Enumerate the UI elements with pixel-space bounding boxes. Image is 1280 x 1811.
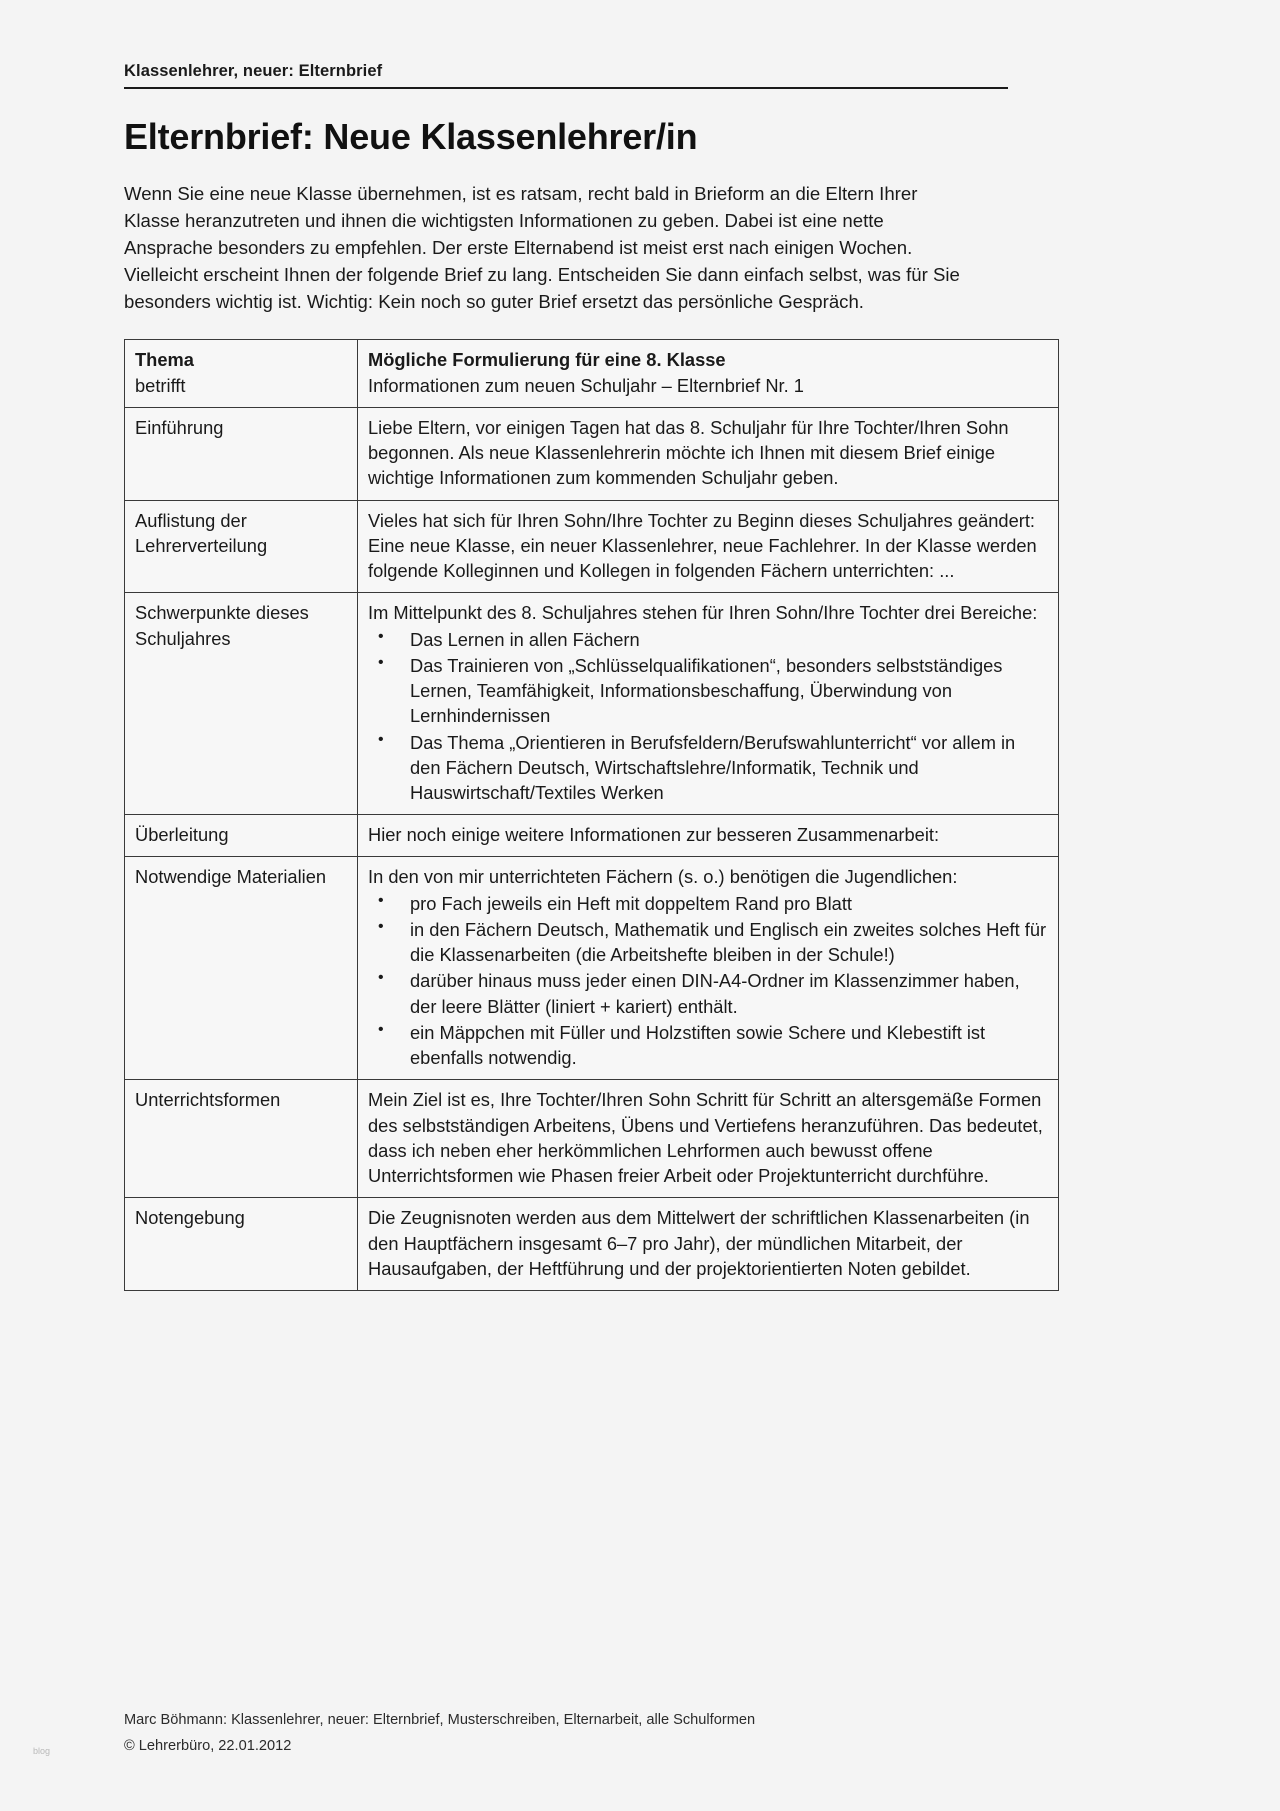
list-item: • Das Trainieren von „Schlüsselqualifikationen“, besonders selbstständiges Lernen, Teamfähigkeit, Informationsbeschaffung, Überwindung von Lernhindernissen bbox=[368, 653, 1048, 729]
row-topic: Schwerpunkte dieses Schuljahres bbox=[125, 593, 358, 815]
table-row bbox=[125, 1080, 1059, 1198]
row-content bbox=[358, 407, 1059, 500]
row-text: Mein Ziel ist es, Ihre Tochter/Ihren Sohn Schritt für Schritt an altersgemäße Formen des selbstständigen Arbeitens, Übens und Vertiefens heranzuführen. Das bedeutet, dass ich neben eher herkömmlichen Lehrformen auch bewusst offene Unterrichtsformen wie Phasen freier Arbeit oder Projektunterricht durchführe. bbox=[368, 1089, 1043, 1187]
header-formulation-line2: Informationen zum neuen Schuljahr – Elternbrief Nr. 1 bbox=[368, 374, 804, 396]
table-body bbox=[125, 340, 1059, 1291]
header-cell-formulation bbox=[358, 340, 1059, 407]
row-text: Vieles hat sich für Ihren Sohn/Ihre Tochter zu Beginn dieses Schuljahres geändert: Eine neue Klasse, ein neuer Klassenlehrer, neue Fachlehrer. In der Klasse werden folgende Kolleginnen und Kollegen in folgenden Fächern unterrichten: ... bbox=[368, 509, 1037, 582]
row-text: Liebe Eltern, vor einigen Tagen hat das 8. Schuljahr für Ihre Tochter/Ihren Sohn begonnen. Als neue Klassenlehrerin möchte ich Ihnen mit diesem Brief einige wichtige Informationen zum kommenden Schuljahr geben. bbox=[368, 416, 1009, 489]
intro-paragraph: Wenn Sie eine neue Klasse übernehmen, ist es ratsam, recht bald in Brieform an die Eltern Ihrer Klasse heranzutreten und ihnen die wichtigsten Informationen zu geben. Dabei ist eine nette Ansprache besonders zu empfehlen. Der erste Elternabend ist meist erst nach einigen Wochen. Vielleicht erscheint Ihnen der folgende Brief zu lang. Entscheiden Sie dann einfach selbst, was für Sie besonders wichtig ist. Wichtig: Kein noch so guter Brief ersetzt das persönliche Gespräch. bbox=[124, 182, 960, 312]
formulation-table bbox=[124, 339, 1059, 1291]
row-content bbox=[358, 1080, 1059, 1198]
running-head: Klassenlehrer, neuer: Elternbrief bbox=[124, 62, 1008, 89]
row-content bbox=[358, 857, 1059, 1080]
row-bullet-list bbox=[368, 627, 1048, 806]
table-row bbox=[125, 500, 1059, 593]
footer-copyright-line: © Lehrerbüro, 22.01.2012 bbox=[124, 1737, 292, 1754]
row-topic: Notwendige Materialien bbox=[125, 857, 358, 1080]
table-row bbox=[125, 815, 1059, 857]
header-cell-topic bbox=[125, 340, 358, 407]
row-text: Hier noch einige weitere Informationen zur besseren Zusammenarbeit: bbox=[368, 824, 940, 846]
table-row bbox=[125, 593, 1059, 815]
table-header-row bbox=[125, 340, 1059, 407]
table-row bbox=[125, 857, 1059, 1080]
page-title: Elternbrief: Neue Klassenlehrer/in bbox=[124, 116, 698, 157]
document-footer bbox=[124, 1708, 1016, 1759]
row-topic: Einführung bbox=[125, 407, 358, 500]
list-item: • pro Fach jeweils ein Heft mit doppeltem Rand pro Blatt bbox=[368, 891, 1048, 916]
header-formulation-line1: Mögliche Formulierung für eine 8. Klasse bbox=[368, 349, 726, 371]
row-topic: Notengebung bbox=[125, 1198, 358, 1291]
row-topic: Unterrichtsformen bbox=[125, 1080, 358, 1198]
table-row bbox=[125, 1198, 1059, 1291]
document-content bbox=[124, 62, 1047, 1291]
row-content bbox=[358, 1198, 1059, 1291]
list-item: • Das Thema „Orientieren in Berufsfeldern/Berufswahlunterricht“ vor allem in den Fächern Deutsch, Wirtschaftslehre/Informatik, Technik und Hauswirtschaft/Textiles Werken bbox=[368, 730, 1048, 806]
row-content bbox=[358, 815, 1059, 857]
table-row bbox=[125, 407, 1059, 500]
header-topic-line1: Thema bbox=[135, 349, 194, 371]
list-item: • Das Lernen in allen Fächern bbox=[368, 627, 1048, 652]
footer-source-line: Marc Böhmann: Klassenlehrer, neuer: Elternbrief, Musterschreiben, Elternarbeit, alle Schulformen bbox=[124, 1712, 756, 1728]
list-item: • ein Mäppchen mit Füller und Holzstiften sowie Schere und Klebestift ist ebenfalls notwendig. bbox=[368, 1020, 1048, 1070]
header-topic-line2: betrifft bbox=[135, 374, 186, 396]
row-content bbox=[358, 500, 1059, 593]
row-text: In den von mir unterrichteten Fächern (s. o.) benötigen die Jugendlichen: bbox=[368, 866, 958, 888]
list-item: • in den Fächern Deutsch, Mathematik und Englisch ein zweites solches Heft für die Klassenarbeiten (die Arbeitshefte bleiben in der Schule!) bbox=[368, 917, 1048, 967]
row-bullet-list bbox=[368, 891, 1048, 1071]
corner-watermark: blog bbox=[33, 1746, 51, 1756]
row-topic: Überleitung bbox=[125, 815, 358, 857]
row-text: Die Zeugnisnoten werden aus dem Mittelwert der schriftlichen Klassenarbeiten (in den Hauptfächern insgesamt 6–7 pro Jahr), der mündlichen Mitarbeit, der Hausaufgaben, der Heftführung und der projektorientierten Noten gebildet. bbox=[368, 1207, 1030, 1279]
row-text: Im Mittelpunkt des 8. Schuljahres stehen für Ihren Sohn/Ihre Tochter drei Bereiche: bbox=[368, 602, 1038, 624]
list-item: • darüber hinaus muss jeder einen DIN-A4-Ordner im Klassenzimmer haben, der leere Blätter (liniert + kariert) enthält. bbox=[368, 968, 1048, 1018]
row-topic: Auflistung der Lehrerverteilung bbox=[125, 500, 358, 593]
row-content bbox=[358, 593, 1059, 815]
